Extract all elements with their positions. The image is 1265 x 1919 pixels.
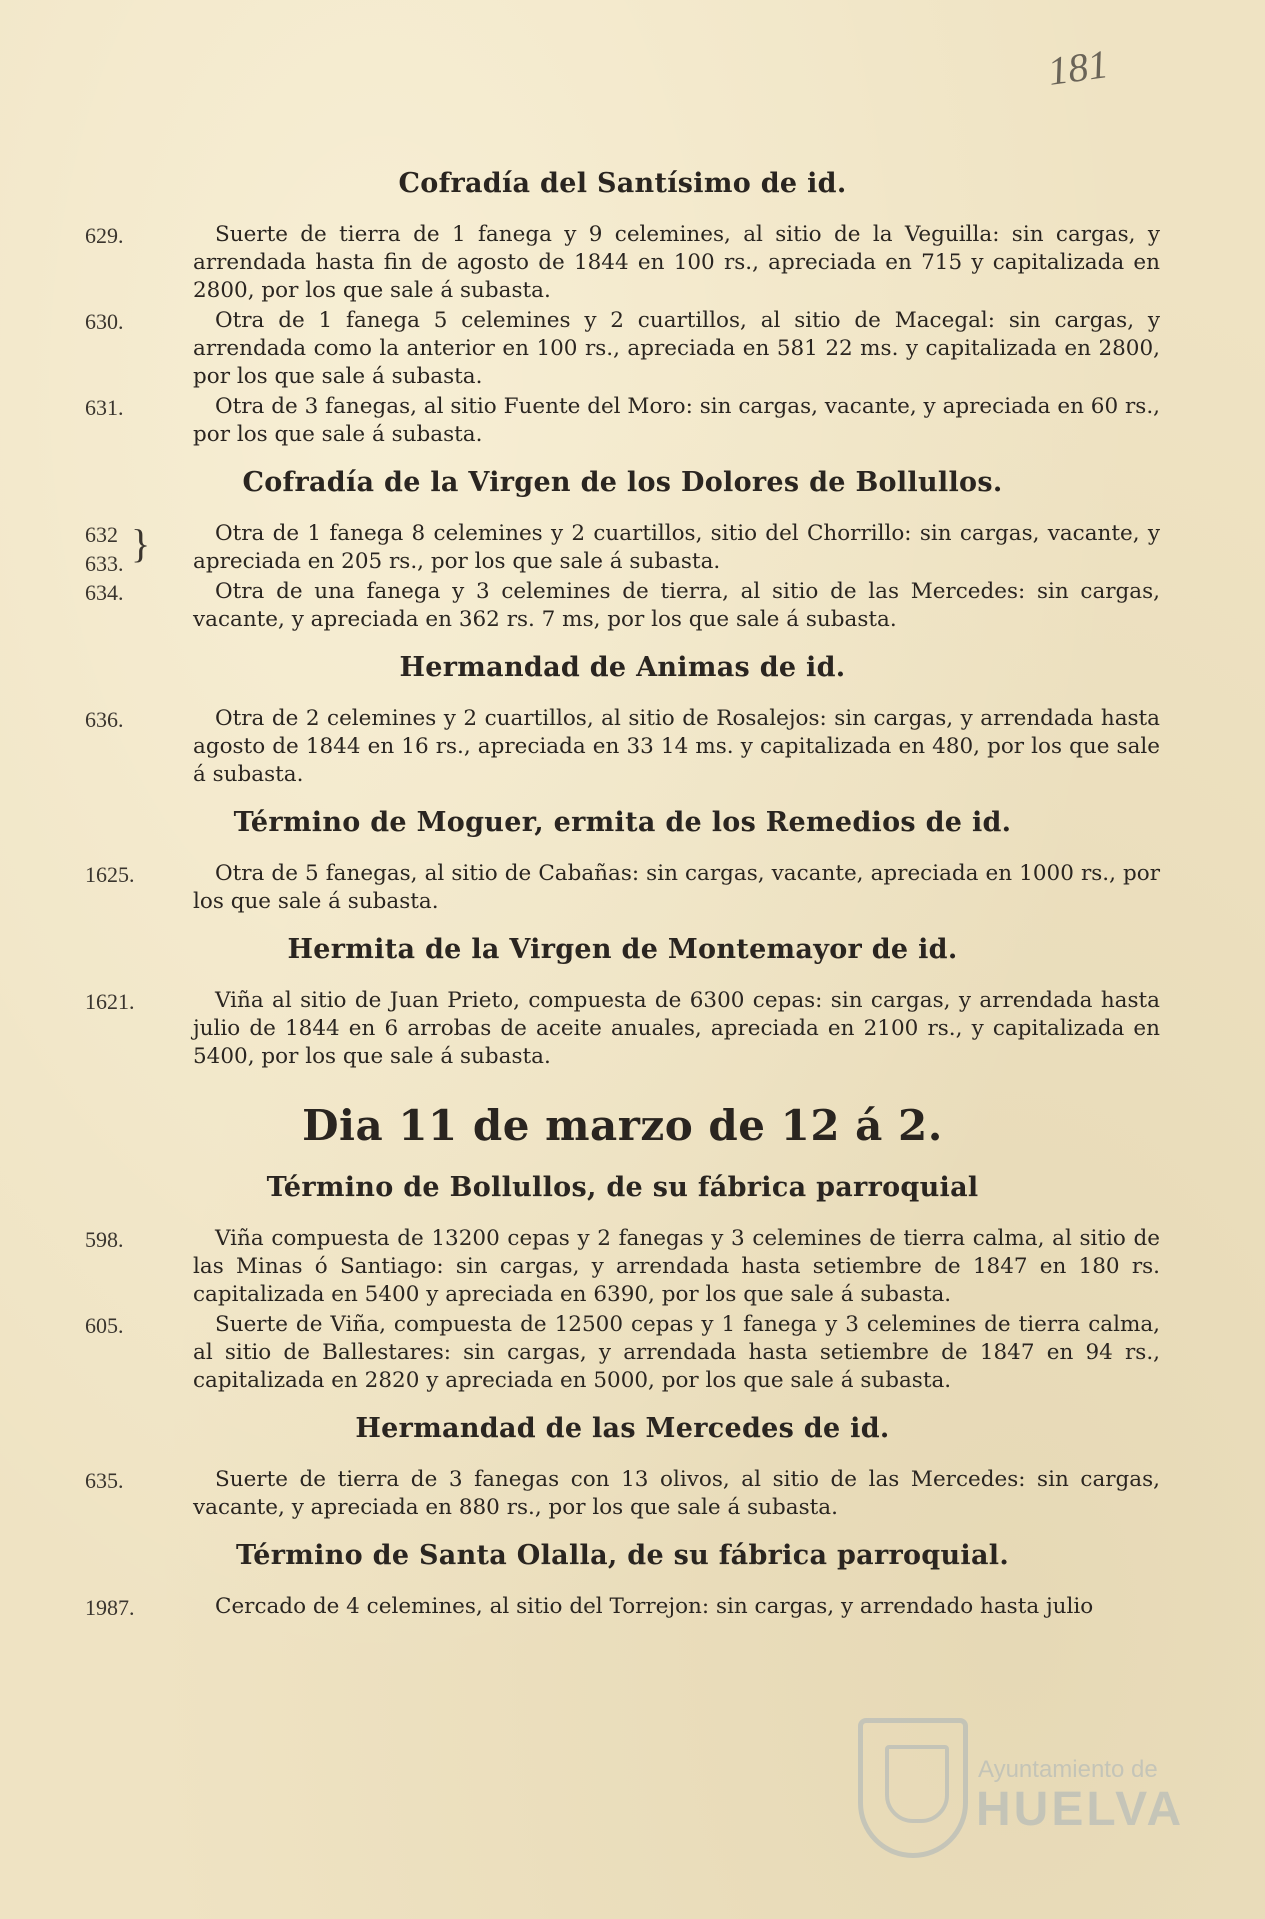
list-item: [85, 520, 1160, 576]
list-item: [85, 860, 1160, 916]
entry-number: 1987.: [85, 1595, 135, 1620]
entry-number: 1621.: [85, 989, 135, 1014]
section-heading: Hermita de la Virgen de Montemayor de id.: [287, 934, 958, 965]
entry-number: 1625.: [85, 862, 135, 887]
list-item: [85, 1593, 1160, 1621]
entry-number: 634.: [85, 580, 124, 605]
entry-text: Otra de una fanega y 3 celemines de tierra, al sitio de las Mercedes: sin cargas, vacante, y apreciada en 362 rs. 7 ms, por los que sale á subasta.: [193, 579, 1160, 632]
list-item: [85, 307, 1160, 391]
section-heading: Hermandad de Animas de id.: [399, 652, 846, 683]
entry-text: Viña compuesta de 13200 cepas y 2 fanegas y 3 celemines de tierra calma, al sitio de las Minas ó Santiago: sin cargas, y arrendada hasta setiembre de 1847 en 180 rs. capitalizada en 5400 y apreciada en 6390, por los que sale á subasta.: [193, 1226, 1160, 1307]
section-heading: Cofradía del Santísimo de id.: [398, 168, 847, 199]
handwritten-page-number: 181: [1045, 41, 1111, 94]
entry-number: 605.: [85, 1313, 124, 1338]
entry-number: 632 633.: [85, 522, 124, 576]
list-item: [85, 987, 1160, 1071]
entry-number: 635.: [85, 1468, 124, 1493]
list-item: [85, 221, 1160, 305]
entry-text: Suerte de Viña, compuesta de 12500 cepas y 1 fanega y 3 celemines de tierra calma, al sitio de Ballestares: sin cargas, y arrendada hasta setiembre de 1847 en 94 rs., capitalizada en 2820 y apreciada en 5000, por los que sale á subasta.: [193, 1312, 1160, 1393]
list-item: [85, 393, 1160, 449]
entry-text: Otra de 5 fanegas, al sitio de Cabañas: sin cargas, vacante, apreciada en 1000 rs., por los que sale á subasta.: [193, 861, 1160, 914]
document-body: [85, 150, 1160, 1623]
watermark-line2: HUELVA: [976, 1783, 1185, 1836]
section-heading: Cofradía de la Virgen de los Dolores de Bollullos.: [242, 467, 1003, 498]
section-heading: Hermandad de las Mercedes de id.: [355, 1413, 890, 1444]
entry-text: Otra de 1 fanega 8 celemines y 2 cuartillos, sitio del Chorrillo: sin cargas, vacante, y apreciada en 205 rs., por los que sale á subasta.: [193, 521, 1160, 574]
watermark-line1: Ayuntamiento de: [978, 1756, 1158, 1783]
list-item: [85, 1225, 1160, 1309]
section-heading: Término de Moguer, ermita de los Remedios de id.: [233, 807, 1012, 838]
entry-text: Viña al sitio de Juan Prieto, compuesta de 6300 cepas: sin cargas, y arrendada hasta julio de 1844 en 6 arrobas de aceite anuales, apreciada en 2100 rs., y capitalizada en 5400, por los que sale á subasta.: [193, 988, 1160, 1069]
list-item: [85, 705, 1160, 789]
ayuntamiento-watermark: [848, 1718, 1188, 1868]
coat-of-arms-icon: [858, 1718, 968, 1858]
entry-number: 636.: [85, 707, 124, 732]
list-item: [85, 578, 1160, 634]
entry-number: 629.: [85, 223, 124, 248]
entry-text: Otra de 2 celemines y 2 cuartillos, al sitio de Rosalejos: sin cargas, y arrendada hasta agosto de 1844 en 16 rs., apreciada en 33 14 ms. y capitalizada en 480, por los que sale á subasta.: [193, 706, 1160, 787]
entry-text: Otra de 1 fanega 5 celemines y 2 cuartillos, al sitio de Macegal: sin cargas, y arrendada como la anterior en 100 rs., apreciada en 581 22 ms. y capitalizada en 2800, por los que sale á subasta.: [193, 308, 1160, 389]
section-heading: Término de Bollullos, de su fábrica parroquial: [266, 1172, 979, 1203]
day-heading: Dia 11 de marzo de 12 á 2.: [302, 1101, 943, 1150]
list-item: [85, 1311, 1160, 1395]
section-heading: Término de Santa Olalla, de su fábrica parroquial.: [235, 1540, 1010, 1571]
entry-number: 598.: [85, 1227, 124, 1252]
brace-mark: }: [131, 521, 151, 566]
entry-number: 631.: [85, 395, 124, 420]
entry-text: Suerte de tierra de 3 fanegas con 13 olivos, al sitio de las Mercedes: sin cargas, vacante, y apreciada en 880 rs., por los que sale á subasta.: [193, 1467, 1160, 1520]
entry-text: Cercado de 4 celemines, al sitio del Torrejon: sin cargas, y arrendado hasta julio: [215, 1594, 1094, 1619]
entry-text: Suerte de tierra de 1 fanega y 9 celemines, al sitio de la Veguilla: sin cargas, y arrendada hasta fin de agosto de 1844 en 100 rs., apreciada en 715 y capitalizada en 2800, por los que sale á subasta.: [193, 222, 1160, 303]
entry-number: 630.: [85, 309, 124, 334]
list-item: [85, 1466, 1160, 1522]
entry-text: Otra de 3 fanegas, al sitio Fuente del Moro: sin cargas, vacante, y apreciada en 60 rs., por los que sale á subasta.: [193, 394, 1160, 447]
